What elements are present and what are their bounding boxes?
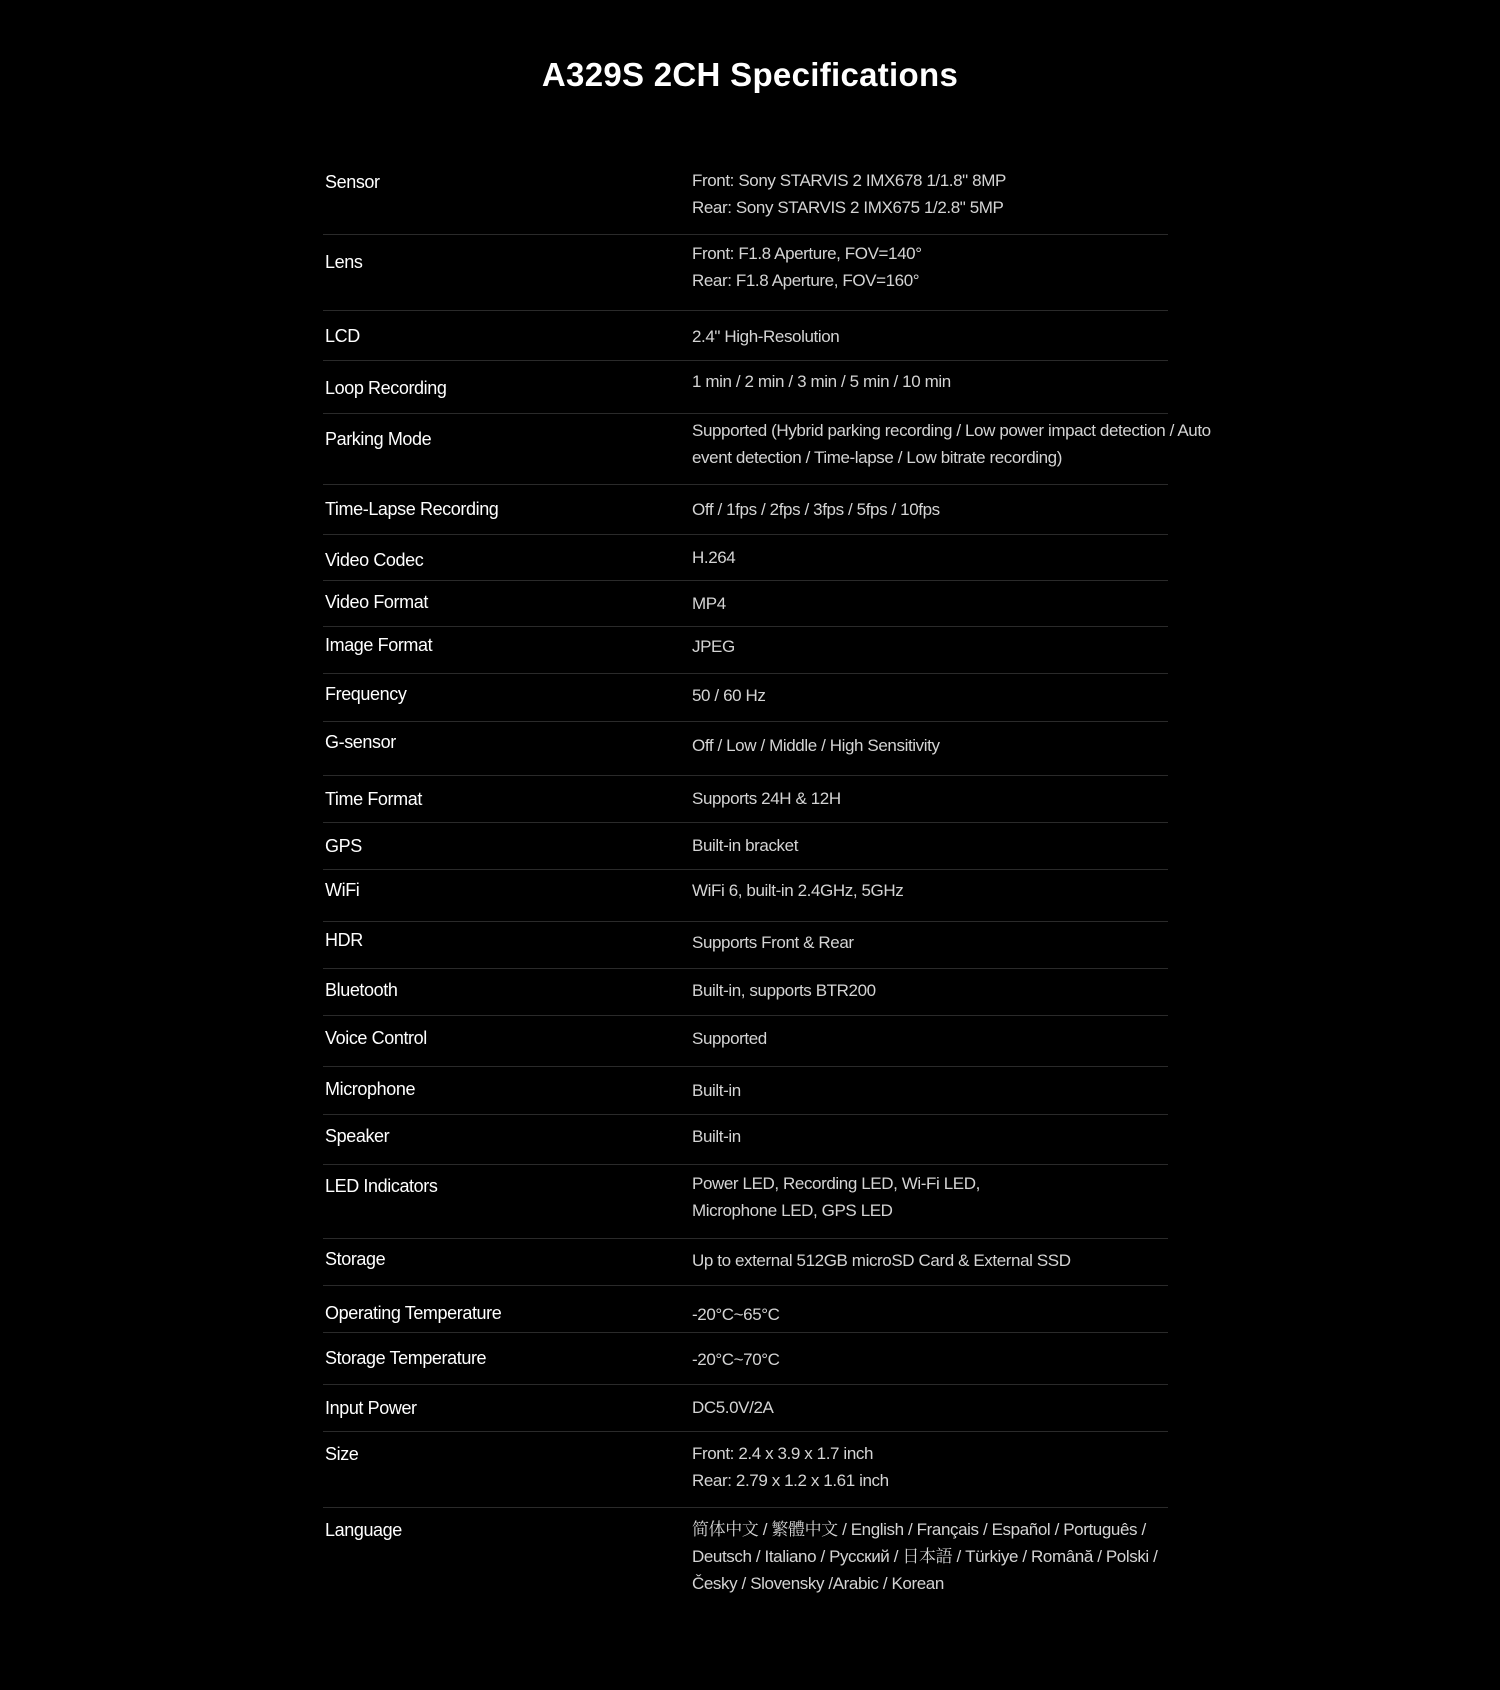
spec-row-time-lapse-recording [323, 485, 1168, 535]
spec-row-led-indicators [323, 1165, 1168, 1239]
spec-value-line: Front: 2.4 x 3.9 x 1.7 inch [692, 1444, 874, 1463]
spec-row-storage-temperature [323, 1333, 1168, 1385]
spec-value-line: 1 min / 2 min / 3 min / 5 min / 10 min [692, 372, 951, 391]
spec-label: Input Power [325, 1398, 417, 1418]
spec-value-line: Supported (Hybrid parking recording / Low power impact detection / Auto [692, 421, 1211, 440]
spec-value-line: Front: F1.8 Aperture, FOV=140° [692, 244, 922, 263]
spec-value-line: H.264 [692, 548, 736, 567]
spec-label: Lens [325, 252, 363, 272]
spec-label: Parking Mode [325, 429, 432, 449]
spec-row-gps [323, 823, 1168, 870]
spec-row-microphone [323, 1067, 1168, 1115]
spec-row-video-codec [323, 535, 1168, 581]
spec-label: G-sensor [325, 732, 396, 752]
spec-value-line: Built-in [692, 1127, 741, 1146]
spec-row-storage [323, 1239, 1168, 1286]
spec-value-line: Deutsch / Italiano / Русский / 日本語 / Türkiye / Română / Polski / [692, 1547, 1158, 1566]
spec-label: Storage [325, 1249, 386, 1269]
spec-row-frequency [323, 674, 1168, 722]
spec-value-line: 50 / 60 Hz [692, 686, 766, 705]
spec-label: Size [325, 1444, 359, 1464]
spec-value [692, 361, 1292, 395]
spec-label: Language [325, 1520, 402, 1540]
spec-value-line: Microphone LED, GPS LED [692, 1201, 893, 1220]
spec-row-loop-recording [323, 361, 1168, 414]
spec-value [692, 1432, 1292, 1494]
spec-value [692, 535, 1292, 571]
spec-row-speaker [323, 1115, 1168, 1165]
spec-value-line: Rear: F1.8 Aperture, FOV=160° [692, 271, 920, 290]
spec-row-hdr [323, 922, 1168, 969]
spec-value [692, 823, 1292, 859]
spec-row-parking-mode [323, 414, 1211, 485]
spec-label: Time-Lapse Recording [325, 499, 499, 519]
spec-value-line: Built-in [692, 1081, 741, 1100]
spec-value-line: Power LED, Recording LED, Wi-Fi LED, [692, 1174, 980, 1193]
spec-label: LCD [325, 326, 360, 346]
spec-row-time-format [323, 776, 1168, 823]
spec-label: Bluetooth [325, 980, 398, 1000]
spec-label: LED Indicators [325, 1176, 438, 1196]
spec-value [692, 1333, 1292, 1373]
spec-row-lens [323, 235, 1168, 311]
spec-value-line: MP4 [692, 594, 726, 613]
spec-value [692, 414, 1292, 471]
spec-label: Storage Temperature [325, 1348, 487, 1368]
spec-label: Voice Control [325, 1028, 427, 1048]
spec-value-line: WiFi 6, built-in 2.4GHz, 5GHz [692, 881, 904, 900]
spec-value [692, 1286, 1292, 1328]
spec-value [692, 722, 1292, 759]
spec-value [692, 485, 1292, 523]
spec-label: Speaker [325, 1126, 390, 1146]
spec-value-line: Front: Sony STARVIS 2 IMX678 1/1.8" 8MP [692, 171, 1006, 190]
spec-value-line: JPEG [692, 637, 735, 656]
spec-value-line: Off / 1fps / 2fps / 3fps / 5fps / 10fps [692, 500, 940, 519]
spec-value-line: Up to external 512GB microSD Card & External SSD [692, 1251, 1071, 1270]
spec-value-line: -20°C~70°C [692, 1350, 780, 1369]
spec-row-language [323, 1508, 1168, 1628]
spec-value [692, 776, 1292, 812]
spec-value-line: 2.4" High-Resolution [692, 327, 840, 346]
spec-label: Loop Recording [325, 378, 447, 398]
spec-label: Microphone [325, 1079, 416, 1099]
spec-value [692, 581, 1292, 617]
spec-row-operating-temperature [323, 1286, 1168, 1333]
spec-label: Time Format [325, 789, 422, 809]
spec-value [692, 1115, 1292, 1150]
spec-value [692, 674, 1292, 709]
spec-value [692, 870, 1292, 904]
page-title: A329S 2CH Specifications [541, 56, 959, 93]
spec-value [692, 155, 1292, 221]
spec-value-line: Built-in, supports BTR200 [692, 981, 876, 1000]
spec-value-line: Česky / Slovensky /Arabic / Korean [692, 1574, 944, 1593]
spec-value [692, 969, 1292, 1004]
spec-label: Video Codec [325, 550, 424, 570]
spec-value-line: Rear: Sony STARVIS 2 IMX675 1/2.8" 5MP [692, 198, 1004, 217]
spec-value [692, 627, 1292, 660]
spec-value-line: event detection / Time-lapse / Low bitrate recording) [692, 448, 1062, 467]
spec-value [692, 1016, 1292, 1052]
spec-value-line: -20°C~65°C [692, 1305, 780, 1324]
spec-row-input-power [323, 1385, 1168, 1432]
spec-row-g-sensor [323, 722, 1168, 776]
spec-label: Sensor [325, 172, 380, 192]
spec-row-lcd [323, 311, 1168, 361]
spec-row-wifi [323, 870, 1168, 922]
spec-value [692, 1165, 1292, 1224]
spec-value [692, 1385, 1292, 1421]
spec-label: GPS [325, 836, 362, 856]
spec-value [692, 235, 1292, 294]
spec-row-size [323, 1432, 1168, 1508]
spec-label: Operating Temperature [325, 1303, 502, 1323]
spec-row-image-format [323, 627, 1168, 674]
spec-row-bluetooth [323, 969, 1168, 1016]
spec-table [323, 155, 1211, 1628]
spec-value-line: Built-in bracket [692, 836, 799, 855]
spec-label: WiFi [325, 880, 360, 900]
spec-value-line: Supports 24H & 12H [692, 789, 841, 808]
spec-label: HDR [325, 930, 363, 950]
spec-value-line: Supported [692, 1029, 767, 1048]
spec-value-line: Rear: 2.79 x 1.2 x 1.61 inch [692, 1471, 889, 1490]
spec-row-voice-control [323, 1016, 1168, 1067]
spec-value [692, 1508, 1292, 1597]
spec-value [692, 311, 1292, 350]
spec-value-line: Off / Low / Middle / High Sensitivity [692, 736, 940, 755]
spec-value [692, 1239, 1292, 1274]
spec-row-video-format [323, 581, 1168, 627]
spec-label: Image Format [325, 635, 433, 655]
spec-value-line: Supports Front & Rear [692, 933, 854, 952]
spec-value-line: 简体中文 / 繁體中文 / English / Français / Español / Português / [692, 1520, 1146, 1539]
spec-label: Video Format [325, 592, 428, 612]
spec-row-sensor [323, 155, 1168, 235]
spec-value-line: DC5.0V/2A [692, 1398, 774, 1417]
spec-value [692, 922, 1292, 956]
spec-label: Frequency [325, 684, 407, 704]
spec-value [692, 1067, 1292, 1104]
